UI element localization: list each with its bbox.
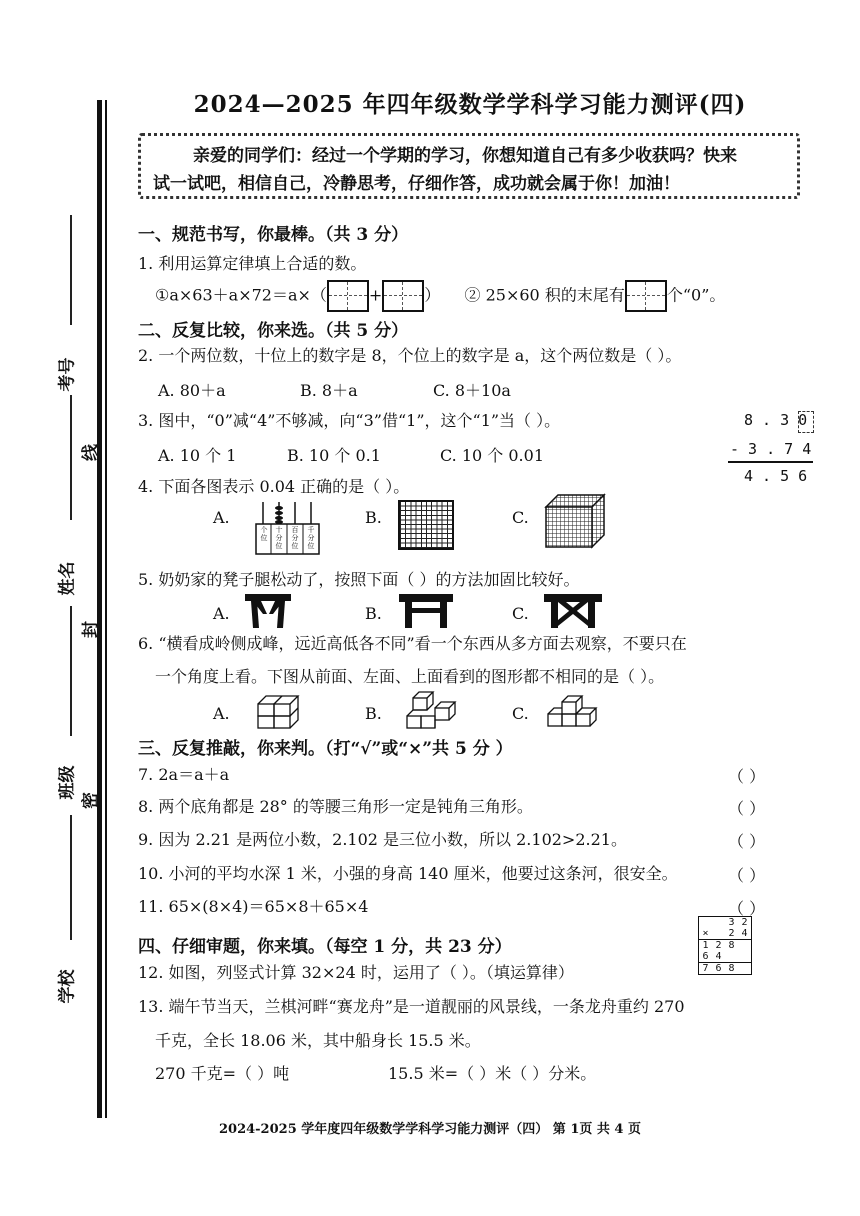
q12-row-3 xyxy=(699,940,751,952)
q2-option-b[interactable]: B. 8＋a xyxy=(300,381,358,400)
q3-subtraction-rule xyxy=(728,461,813,463)
stool-b-icon xyxy=(399,594,453,628)
greeting-box xyxy=(138,133,800,199)
q3-option-c[interactable]: C. 10 个 0.01 xyxy=(440,446,545,465)
q3-highlight-box xyxy=(798,411,814,433)
q10-answer-paren[interactable]: （ ） xyxy=(728,866,766,885)
page-footer: 2024-2025 学年度四年级数学学科学习能力测评（四） 第 1页 共 4 页 xyxy=(218,1122,641,1137)
q5-stem: 5. 奶奶家的凳子腿松动了，按照下面（ ）的方法加固比较好。 xyxy=(138,570,580,589)
q1-answer-box-3[interactable] xyxy=(625,280,667,312)
q4-option-c[interactable]: C. xyxy=(512,508,529,527)
q6-shape-a xyxy=(256,690,304,734)
q9-text: 9. 因为 2.21 是两位小数，2.102 是三位小数，所以 2.102>2.21。 xyxy=(138,830,627,849)
q1-part2-text: ② 25×60 积的末尾有 xyxy=(464,285,625,305)
q12-cell xyxy=(712,917,725,928)
abacus-label-4: 千分位 xyxy=(307,526,315,550)
q13-line-1: 13. 端午节当天，兰棋河畔“赛龙舟”是一道靓丽的风景线，一条龙舟重约 270 xyxy=(138,997,685,1016)
q1-part2-tail: 个“0”。 xyxy=(666,285,726,305)
q3-subtraction-mid: - 3 . 7 4 xyxy=(730,440,812,458)
q12-multiplication-table xyxy=(699,917,751,974)
q4-option-b[interactable]: B. xyxy=(365,508,382,527)
cube-icon xyxy=(544,493,606,549)
q4-thousand-cube xyxy=(544,493,606,553)
q12-cell: 4 xyxy=(741,928,748,939)
greeting-line-1: 亲爱的同学们：经过一个学期的学习，你想知道自己有多少收获吗？快来 xyxy=(193,146,737,166)
kaohao-label: 考号 xyxy=(57,357,78,392)
section-2-heading: 二、反复比较，你来选。（共 5 分） xyxy=(138,321,409,341)
q13-line-2: 千克，全长 18.06 米，其中船身长 15.5 米。 xyxy=(155,1031,481,1050)
q5-stool-b xyxy=(399,594,453,632)
q6-option-c[interactable]: C. xyxy=(512,704,529,723)
cubes-b-icon xyxy=(403,686,457,732)
q3-option-a[interactable]: A. 10 个 1 xyxy=(158,446,237,465)
q12-row-5 xyxy=(699,963,751,975)
q7-text: 7. 2a＝a＋a xyxy=(138,765,230,784)
q3-option-b[interactable]: B. 10 个 0.1 xyxy=(287,446,381,465)
q12-cell: 6 xyxy=(715,963,722,974)
q13-fill-1[interactable]: 270 千克=（ ）吨 xyxy=(155,1064,290,1083)
q12-cell: × xyxy=(702,928,709,939)
q6-option-b[interactable]: B. xyxy=(365,704,382,723)
q5-option-c[interactable]: C. xyxy=(512,604,529,623)
q12-cell xyxy=(712,928,725,940)
q12-cell xyxy=(725,951,738,963)
q8-text: 8. 两个底角都是 28° 的等腰三角形一定是钝角三角形。 xyxy=(138,797,533,816)
xingming-line-top xyxy=(70,395,72,520)
abacus-label-3: 百分位 xyxy=(291,526,299,550)
q12-cell: 1 xyxy=(702,940,709,951)
q12-cell: 2 xyxy=(728,928,735,939)
stool-a-icon xyxy=(245,594,291,628)
q12-stem: 12. 如图，列竖式计算 32×24 时，运用了（ ）。（填运算律） xyxy=(138,963,574,982)
xuexiao-line xyxy=(70,815,72,940)
q4-abacus-figure xyxy=(255,500,321,559)
q3-stem: 3. 图中，“0”减“4”不够减，向“3”借“1”，这个“1”当（ ）。 xyxy=(138,411,561,430)
q12-cell xyxy=(738,951,751,963)
seal-mi-mark: 密 xyxy=(81,792,101,809)
page-title: 2024—2025 年四年级数学学科学习能力测评(四) xyxy=(193,91,747,118)
q12-cell: 8 xyxy=(728,963,735,974)
q2-option-c[interactable]: C. 8＋10a xyxy=(433,381,511,400)
q12-row-1 xyxy=(699,917,751,928)
cubes-a-icon xyxy=(256,690,304,730)
q11-answer-paren[interactable]: （ ） xyxy=(728,899,766,918)
q5-option-b[interactable]: B. xyxy=(365,604,382,623)
binding-border-thick xyxy=(97,100,102,1118)
q1-answer-box-1[interactable] xyxy=(327,280,369,312)
greeting-line-2: 试一试吧，相信自己，冷静思考，仔细作答，成功就会属于你！加油！ xyxy=(153,174,680,194)
q12-row-4 xyxy=(699,951,751,963)
q2-option-a[interactable]: A. 80＋a xyxy=(158,381,226,400)
q4-stem: 4. 下面各图表示 0.04 正确的是（ ）。 xyxy=(138,477,410,496)
q8-answer-paren[interactable]: （ ） xyxy=(728,799,766,818)
cubes-c-icon xyxy=(546,690,606,730)
q1-stem: 1. 利用运算定律填上合适的数。 xyxy=(138,254,367,273)
banji-line xyxy=(70,606,72,736)
q6-line-2: 一个角度上看。下图从前面、左面、上面看到的图形都不相同的是（ ）。 xyxy=(155,667,665,686)
q12-cell: 2 xyxy=(741,917,748,928)
abacus-label-2: 十分位 xyxy=(275,526,283,550)
q4-option-a[interactable]: A. xyxy=(213,508,230,527)
q12-cell: 7 xyxy=(702,963,709,974)
q6-option-a[interactable]: A. xyxy=(213,704,230,723)
q11-text: 11. 65×(8×4)＝65×8＋65×4 xyxy=(138,897,369,916)
q12-cell: 6 xyxy=(702,951,709,962)
q1-part1-close: ） xyxy=(424,285,441,305)
q3-subtraction-top: 8 . 3 0 xyxy=(744,411,808,429)
binding-border-thin xyxy=(105,100,107,1118)
q5-stool-a xyxy=(245,594,291,632)
section-4-heading: 四、仔细审题，你来填。（每空 1 分，共 23 分） xyxy=(138,937,512,957)
q12-cell xyxy=(699,917,712,928)
q12-multiplication-figure xyxy=(698,916,752,975)
q6-line-1: 6. “横看成岭侧成峰，远近高低各不同”看一个东西从多方面去观察，不要只在 xyxy=(138,634,687,653)
q12-row-2 xyxy=(699,928,751,940)
seal-feng-mark: 封 xyxy=(81,621,101,638)
seal-line-mark: 线 xyxy=(81,444,101,461)
q12-cell: 4 xyxy=(715,951,722,962)
q12-cell: 2 xyxy=(715,940,722,951)
section-1-heading: 一、规范书写，你最棒。（共 3 分） xyxy=(138,225,409,245)
q6-shape-b xyxy=(403,686,457,736)
stool-c-icon xyxy=(544,594,602,628)
q1-answer-row xyxy=(155,280,725,312)
q6-shape-c xyxy=(546,690,606,734)
q5-stool-c xyxy=(544,594,602,632)
q1-part1-text: ①a×63＋a×72＝a×（ xyxy=(155,285,327,305)
banji-label: 班级 xyxy=(57,765,78,800)
q1-plus-sign: + xyxy=(368,285,383,305)
q10-text: 10. 小河的平均水深 1 米，小强的身高 140 厘米，他要过这条河，很安全。 xyxy=(138,864,678,883)
q7-answer-paren[interactable]: （ ） xyxy=(728,767,766,786)
q9-answer-paren[interactable]: （ ） xyxy=(728,832,766,851)
q12-cell xyxy=(738,963,751,975)
xuexiao-label: 学校 xyxy=(57,969,78,1004)
q13-fill-2[interactable]: 15.5 米=（ ）米（ ）分米。 xyxy=(388,1064,597,1083)
q12-cell xyxy=(738,940,751,952)
q5-option-a[interactable]: A. xyxy=(213,604,230,623)
kaohao-line xyxy=(70,215,72,325)
xingming-label: 姓名 xyxy=(57,561,78,596)
q3-subtraction-result: 4 . 5 6 xyxy=(744,467,808,485)
q1-answer-box-2[interactable] xyxy=(382,280,424,312)
q12-cell: 8 xyxy=(728,940,735,951)
q2-stem: 2. 一个两位数，十位上的数字是 8，个位上的数字是 a，这个两位数是（ ）。 xyxy=(138,346,682,365)
abacus-label-1: 个位 xyxy=(260,526,268,542)
q12-cell: 3 xyxy=(728,917,735,928)
q4-hundred-grid xyxy=(398,500,454,550)
section-3-heading: 三、反复推敲，你来判。（打“√”或“×”共 5 分 ） xyxy=(138,739,513,759)
